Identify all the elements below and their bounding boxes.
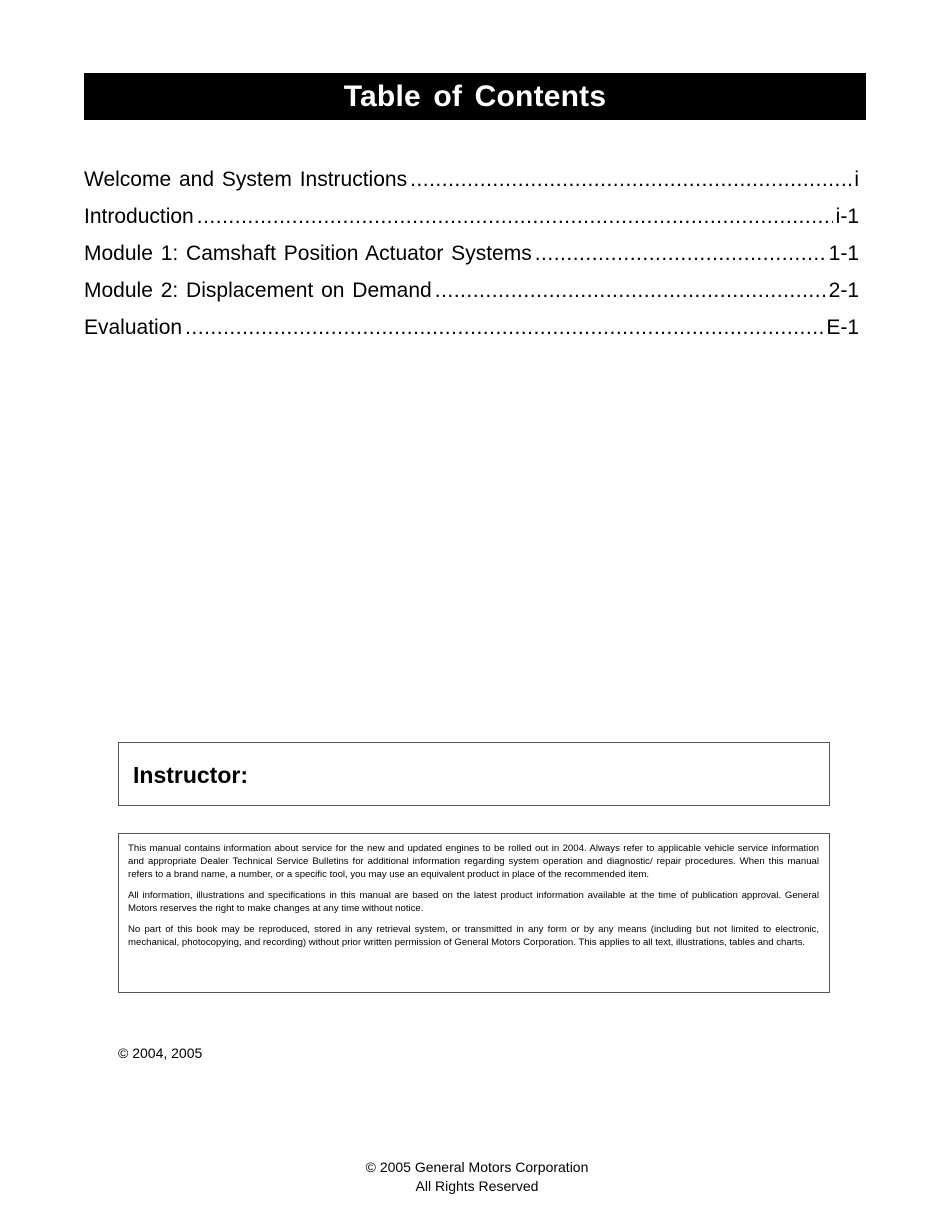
toc-entry-page: i <box>854 168 859 191</box>
toc-entry-label: Evaluation <box>84 316 183 339</box>
notice-paragraph: No part of this book may be reproduced, stored in any retrieval system, or transmitted in any form or by any means (including but not limited to electronic, mechanical, photocopying, and recording) without prior written permission of General Motors Corporation. This applies to all text, illustrations, tables and charts. <box>128 924 819 948</box>
toc-entry-evaluation[interactable] <box>84 316 859 353</box>
toc-entry-module-1[interactable] <box>84 242 859 279</box>
dot-leader <box>197 205 833 229</box>
toc-entry-page: 1-1 <box>828 242 859 265</box>
copyright-years: © 2004, 2005 <box>118 1045 203 1061</box>
toc-entry-introduction[interactable] <box>84 205 859 242</box>
instructor-label: Instructor: <box>133 762 248 788</box>
toc-entry-label: Welcome and System Instructions <box>84 168 408 191</box>
dot-leader <box>535 242 826 266</box>
dot-leader <box>435 279 826 303</box>
footer-copyright: © 2005 General Motors Corporation <box>365 1159 589 1175</box>
instructor-box <box>118 742 830 806</box>
toc-entry-label: Module 2: Displacement on Demand <box>84 279 432 302</box>
dot-leader <box>410 168 851 192</box>
toc-entry-label: Module 1: Camshaft Position Actuator Systems <box>84 242 532 265</box>
dot-leader <box>185 316 823 340</box>
footer-rights: All Rights Reserved <box>415 1178 539 1194</box>
notice-paragraph: This manual contains information about service for the new and updated engines to be rolled out in 2004. Always refer to applicable vehicle service information and appropriate Dealer Technical Service Bulletins for additional information regarding system operation and diagnostic/ repair procedures. When this manual refers to a brand name, a number, or a specific tool, you may use an equivalent product in place of the recommended item. <box>128 843 819 880</box>
toc-entry-module-2[interactable] <box>84 279 859 316</box>
toc-entry-page: 2-1 <box>828 279 859 302</box>
toc-entry-label: Introduction <box>84 205 194 228</box>
title-bar <box>84 73 866 120</box>
toc-entry-page: E-1 <box>826 316 859 339</box>
toc-entry-welcome[interactable] <box>84 168 859 205</box>
toc-entry-page: i-1 <box>835 205 859 228</box>
table-of-contents <box>84 168 859 353</box>
notice-paragraph: All information, illustrations and specifications in this manual are based on the latest product information available at the time of publication approval. General Motors reserves the right to make changes at any time without notice. <box>128 890 819 914</box>
footer <box>0 1158 950 1196</box>
page-title: Table of Contents <box>343 79 607 113</box>
legal-notice-box <box>118 833 830 993</box>
